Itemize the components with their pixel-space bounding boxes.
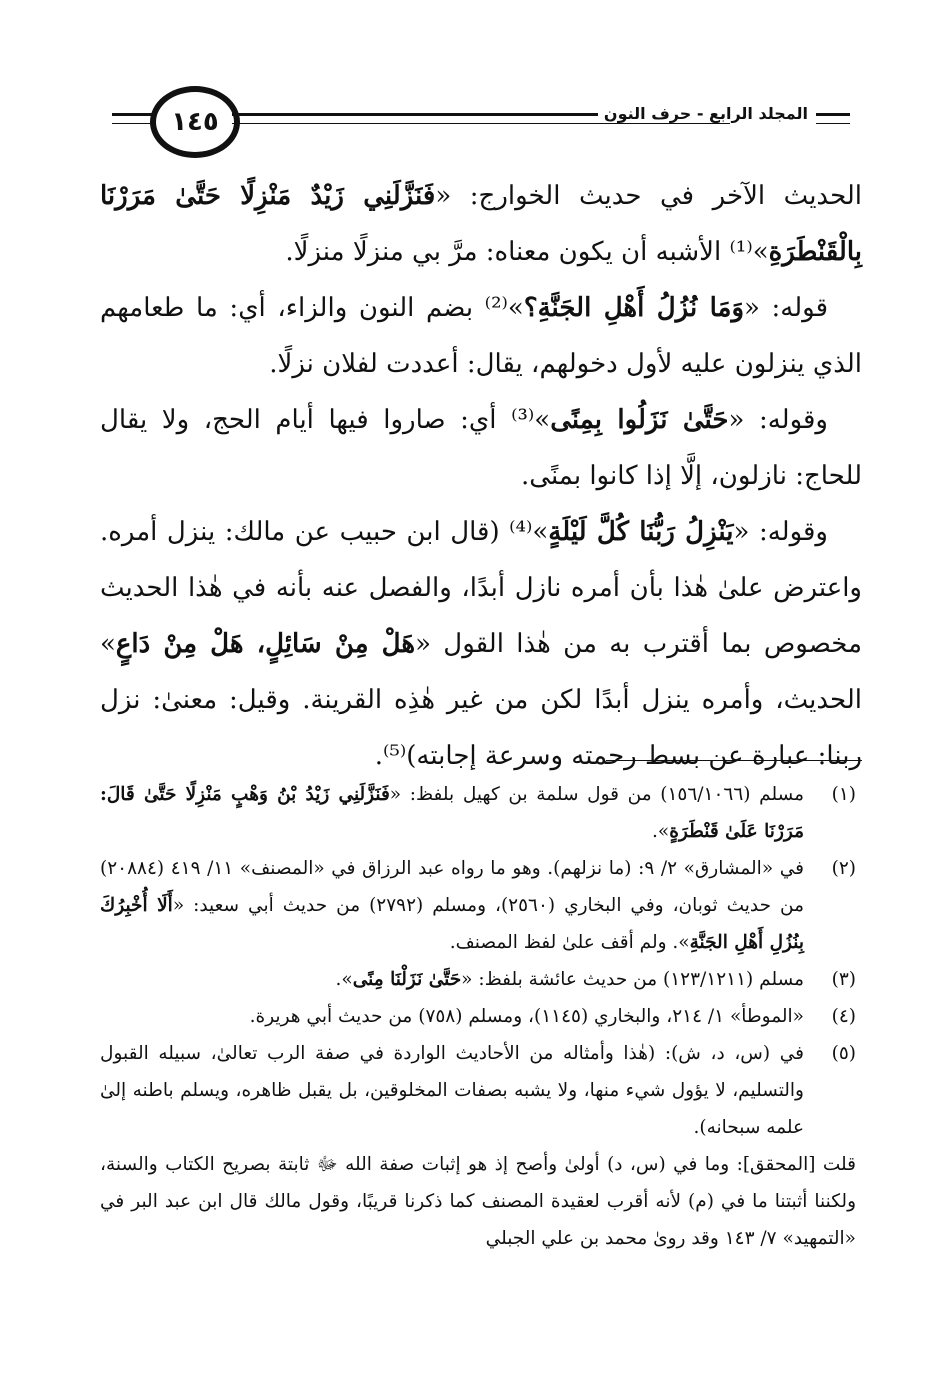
- header-rule-right: [816, 113, 850, 124]
- footnotes: [100, 776, 856, 1257]
- footnote-number: (١): [831, 784, 856, 805]
- page-number: ١٤٥: [171, 107, 219, 137]
- footnote-text: «الموطأ» ١/ ٢١٤، والبخاري (١١٤٥)، ومسلم (٧٥٨) من حديث أبي هريرة.: [249, 1006, 804, 1027]
- editor-note: قلت [المحقق]: وما في (س، د) أولىٰ وأصح إذ هو إثبات صفة الله ﷻ ثابتة بصريح الكتاب والسنة، ولكننا أثبتنا ما في (م) لأنه أقرب لعقيدة المصنف كما ذكرنا قريبًا، وقول مالك قال ابن عبد البر في «التمهيد» ٧/ ١٤٣ وقد روىٰ محمد بن علي الجبلي: [100, 1154, 856, 1249]
- paragraph-1: الحديث الآخر في حديث الخوارج: «فَنَزَّلَنِي زَيْدٌ مَنْزِلًا حَتَّىٰ مَرَرْنَا بِالْقَنْطَرَةِ»⁽¹⁾ الأشبه أن يكون معناه: مرَّ بي منزلًا منزلًا.: [100, 181, 863, 267]
- running-head: المجلد الرابع - حرف النون: [598, 104, 814, 123]
- footnote-number: (٢): [831, 858, 856, 879]
- footnote-5: [100, 1035, 856, 1146]
- footnote-text: مسلم (١٢٣/١٢١١) من حديث عائشة بلفظ: «حَتَّىٰ نَزَلْنَا مِنًى».: [335, 969, 804, 990]
- footnote-separator: [606, 760, 862, 761]
- hadith-quote: هَلْ مِنْ سَائِلٍ، هَلْ مِنْ دَاعٍ: [115, 629, 416, 659]
- hadith-quote: يَنْزِلُ رَبُّنَا كُلَّ لَيْلَةٍ: [548, 517, 734, 547]
- footnote-4: [100, 998, 856, 1035]
- header-rule-left: [112, 113, 152, 124]
- page-number-badge: [150, 86, 240, 158]
- footnote-2: [100, 850, 856, 961]
- hadith-quote: فَنَزَّلَنِي زَيْدٌ مَنْزِلًا حَتَّىٰ مَرَرْنَا بِالْقَنْطَرَةِ: [100, 181, 862, 267]
- footnote-number: (٥): [831, 1043, 856, 1064]
- paragraph-4: وقوله: «يَنْزِلُ رَبُّنَا كُلَّ لَيْلَةٍ»⁽⁴⁾ (قال ابن حبيب عن مالك: ينزل أمره. واعترض علىٰ هٰذا بأن أمره نازل أبدًا، والفصل عنه بأنه في هٰذا الحديث مخصوص بما أقترب به من هٰذا القول «هَلْ مِنْ سَائِلٍ، هَلْ مِنْ دَاعٍ» الحديث، وأمره ينزل أبدًا لكن من غير هٰذِه القرينة. وقيل: معنىٰ: نزل ربنا: عبارة عن بسط رحمته وسرعة إجابته)⁽⁵⁾.: [100, 517, 862, 771]
- footnote-number: (٣): [831, 969, 856, 990]
- footnote-text: في «المشارق» ٢/ ٩: (ما نزلهم). وهو ما رواه عبد الرزاق في «المصنف» ١١/ ٤١٩ (٢٠٨٨٤) من حديث ثوبان، وفي البخاري (٢٥٦٠)، ومسلم (٢٧٩٢) من حديث أبي سعيد: «أَلَا أُخْبِرُكَ بِنُزُلِ أَهْلِ الجَنَّةِ». ولم أقف علىٰ لفظ المصنف.: [100, 858, 805, 953]
- main-text: [100, 168, 862, 784]
- page-header: [112, 78, 850, 156]
- footnote-1: [100, 776, 856, 850]
- paragraph-3: وقوله: «حَتَّىٰ نَزَلُوا بِمِنًى»⁽³⁾ أي: صاروا فيها أيام الحج، ولا يقال للحاج: نازلون، إلَّا إذا كانوا بمنًى.: [100, 405, 862, 491]
- hadith-quote: حَتَّىٰ نَزَلُوا بِمِنًى: [550, 405, 729, 435]
- paragraph-2: قوله: «وَمَا نُزُلُ أَهْلِ الجَنَّةِ؟»⁽²⁾ بضم النون والزاء، أي: ما طعامهم الذي ينزلون عليه لأول دخولهم، يقال: أعددت لفلان نزلًا.: [100, 293, 862, 379]
- hadith-quote: وَمَا نُزُلُ أَهْلِ الجَنَّةِ؟: [523, 293, 745, 323]
- footnote-3: [100, 961, 856, 998]
- footnote-text: مسلم (١٥٦/١٠٦٦) من قول سلمة بن كهيل بلفظ: «فَنَزَّلَنِي زَيْدُ بْنُ وَهْبٍ مَنْزِلًا حَتَّىٰ قَالَ: مَرَرْنَا عَلَىٰ قَنْطَرَةٍ».: [100, 784, 804, 842]
- footnote-number: (٤): [831, 1006, 856, 1027]
- footnote-text: في (س، د، ش): (هٰذا وأمثاله من الأحاديث الواردة في صفة الرب تعالىٰ، سبيله القبول والتسليم، لا يؤول شيء منها، ولا يشبه بصفات المخلوقين، بل يقبل ظاهره، ويسلم باطنه إلىٰ علمه سبحانه).: [100, 1043, 804, 1138]
